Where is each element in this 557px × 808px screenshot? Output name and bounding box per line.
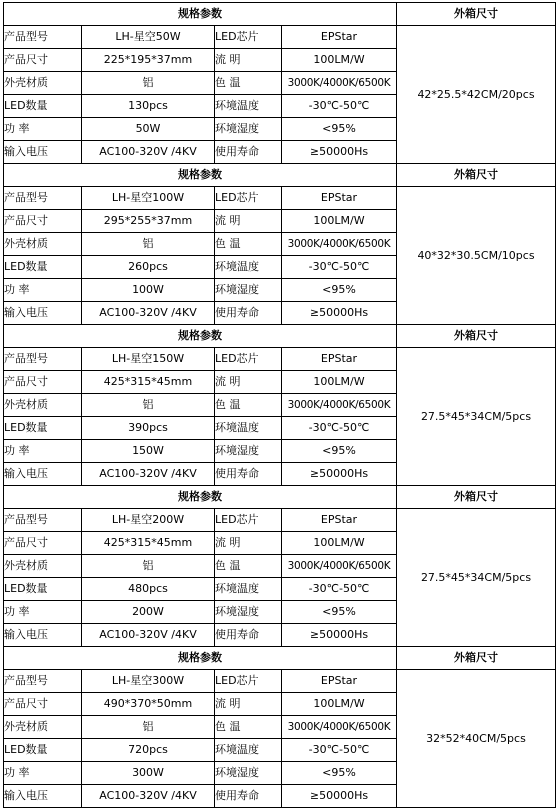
size-value: 490*370*50mm — [82, 693, 215, 716]
chip-label: LED芯片 — [215, 670, 282, 693]
lifespan-value: ≥50000Hs — [282, 463, 397, 486]
spec-sheet — [3, 2, 555, 808]
lifespan-label: 使用寿命 — [215, 785, 282, 808]
led-qty-label: LED数量 — [4, 95, 82, 118]
humidity-value: <95% — [282, 118, 397, 141]
chip-value: EPStar — [282, 348, 397, 371]
led-qty-value: 390pcs — [82, 417, 215, 440]
led-qty-label: LED数量 — [4, 578, 82, 601]
cct-label: 色 温 — [215, 233, 282, 256]
shell-label: 外壳材质 — [4, 716, 82, 739]
power-value: 300W — [82, 762, 215, 785]
flux-value: 100LM/W — [282, 532, 397, 555]
flux-value: 100LM/W — [282, 210, 397, 233]
power-label: 功 率 — [4, 762, 82, 785]
ambient-value: -30℃-50℃ — [282, 95, 397, 118]
power-label: 功 率 — [4, 118, 82, 141]
ambient-label: 环境温度 — [215, 95, 282, 118]
section-header-row — [4, 486, 556, 509]
box-header: 外箱尺寸 — [397, 3, 556, 26]
box-size-value: 42*25.5*42CM/20pcs — [397, 26, 556, 164]
model-value: LH-星空50W — [82, 26, 215, 49]
voltage-label: 输入电压 — [4, 141, 82, 164]
ambient-value: -30℃-50℃ — [282, 417, 397, 440]
humidity-label: 环境湿度 — [215, 440, 282, 463]
model-label: 产品型号 — [4, 187, 82, 210]
flux-value: 100LM/W — [282, 371, 397, 394]
led-qty-value: 720pcs — [82, 739, 215, 762]
lifespan-label: 使用寿命 — [215, 463, 282, 486]
ambient-value: -30℃-50℃ — [282, 256, 397, 279]
spec-table — [3, 2, 556, 808]
humidity-label: 环境湿度 — [215, 279, 282, 302]
ambient-value: -30℃-50℃ — [282, 739, 397, 762]
lifespan-value: ≥50000Hs — [282, 624, 397, 647]
led-qty-label: LED数量 — [4, 739, 82, 762]
model-label: 产品型号 — [4, 348, 82, 371]
cct-label: 色 温 — [215, 394, 282, 417]
section-header-row — [4, 647, 556, 670]
table-row — [4, 670, 556, 693]
shell-label: 外壳材质 — [4, 72, 82, 95]
flux-label: 流 明 — [215, 371, 282, 394]
size-label: 产品尺寸 — [4, 532, 82, 555]
size-value: 295*255*37mm — [82, 210, 215, 233]
flux-value: 100LM/W — [282, 693, 397, 716]
lifespan-value: ≥50000Hs — [282, 141, 397, 164]
voltage-label: 输入电压 — [4, 302, 82, 325]
flux-label: 流 明 — [215, 532, 282, 555]
shell-label: 外壳材质 — [4, 555, 82, 578]
cct-value: 3000K/4000K/6500K — [282, 233, 397, 256]
box-header: 外箱尺寸 — [397, 325, 556, 348]
size-label: 产品尺寸 — [4, 210, 82, 233]
table-row — [4, 187, 556, 210]
model-label: 产品型号 — [4, 26, 82, 49]
chip-value: EPStar — [282, 670, 397, 693]
chip-value: EPStar — [282, 26, 397, 49]
size-value: 225*195*37mm — [82, 49, 215, 72]
spec-header: 规格参数 — [4, 647, 397, 670]
shell-value: 铝 — [82, 394, 215, 417]
size-value: 425*315*45mm — [82, 532, 215, 555]
shell-value: 铝 — [82, 555, 215, 578]
section-header-row — [4, 3, 556, 26]
model-value: LH-星空200W — [82, 509, 215, 532]
cct-value: 3000K/4000K/6500K — [282, 716, 397, 739]
chip-label: LED芯片 — [215, 187, 282, 210]
box-header: 外箱尺寸 — [397, 486, 556, 509]
led-qty-value: 260pcs — [82, 256, 215, 279]
cct-value: 3000K/4000K/6500K — [282, 555, 397, 578]
ambient-label: 环境温度 — [215, 417, 282, 440]
ambient-label: 环境温度 — [215, 578, 282, 601]
ambient-label: 环境温度 — [215, 256, 282, 279]
power-value: 200W — [82, 601, 215, 624]
cct-label: 色 温 — [215, 72, 282, 95]
cct-label: 色 温 — [215, 555, 282, 578]
box-header: 外箱尺寸 — [397, 164, 556, 187]
size-value: 425*315*45mm — [82, 371, 215, 394]
lifespan-value: ≥50000Hs — [282, 302, 397, 325]
box-size-value: 27.5*45*34CM/5pcs — [397, 348, 556, 486]
lifespan-label: 使用寿命 — [215, 624, 282, 647]
shell-label: 外壳材质 — [4, 233, 82, 256]
chip-label: LED芯片 — [215, 26, 282, 49]
power-label: 功 率 — [4, 601, 82, 624]
shell-label: 外壳材质 — [4, 394, 82, 417]
voltage-value: AC100-320V /4KV — [82, 141, 215, 164]
section-header-row — [4, 164, 556, 187]
chip-label: LED芯片 — [215, 509, 282, 532]
led-qty-value: 130pcs — [82, 95, 215, 118]
chip-value: EPStar — [282, 509, 397, 532]
led-qty-label: LED数量 — [4, 256, 82, 279]
box-size-value: 27.5*45*34CM/5pcs — [397, 509, 556, 647]
shell-value: 铝 — [82, 233, 215, 256]
voltage-label: 输入电压 — [4, 624, 82, 647]
voltage-value: AC100-320V /4KV — [82, 785, 215, 808]
flux-label: 流 明 — [215, 693, 282, 716]
box-size-value: 32*52*40CM/5pcs — [397, 670, 556, 808]
model-label: 产品型号 — [4, 509, 82, 532]
flux-label: 流 明 — [215, 49, 282, 72]
humidity-value: <95% — [282, 762, 397, 785]
humidity-value: <95% — [282, 279, 397, 302]
power-value: 150W — [82, 440, 215, 463]
lifespan-label: 使用寿命 — [215, 302, 282, 325]
spec-header: 规格参数 — [4, 164, 397, 187]
voltage-label: 输入电压 — [4, 785, 82, 808]
table-row — [4, 509, 556, 532]
size-label: 产品尺寸 — [4, 49, 82, 72]
spec-header: 规格参数 — [4, 325, 397, 348]
chip-value: EPStar — [282, 187, 397, 210]
spec-header: 规格参数 — [4, 486, 397, 509]
humidity-label: 环境湿度 — [215, 762, 282, 785]
spec-header: 规格参数 — [4, 3, 397, 26]
ambient-label: 环境温度 — [215, 739, 282, 762]
ambient-value: -30℃-50℃ — [282, 578, 397, 601]
box-size-value: 40*32*30.5CM/10pcs — [397, 187, 556, 325]
model-value: LH-星空150W — [82, 348, 215, 371]
voltage-value: AC100-320V /4KV — [82, 624, 215, 647]
cct-label: 色 温 — [215, 716, 282, 739]
spec-table-body — [4, 3, 556, 808]
model-value: LH-星空100W — [82, 187, 215, 210]
shell-value: 铝 — [82, 716, 215, 739]
section-header-row — [4, 325, 556, 348]
led-qty-label: LED数量 — [4, 417, 82, 440]
voltage-label: 输入电压 — [4, 463, 82, 486]
humidity-value: <95% — [282, 440, 397, 463]
model-label: 产品型号 — [4, 670, 82, 693]
cct-value: 3000K/4000K/6500K — [282, 394, 397, 417]
chip-label: LED芯片 — [215, 348, 282, 371]
power-value: 100W — [82, 279, 215, 302]
model-value: LH-星空300W — [82, 670, 215, 693]
size-label: 产品尺寸 — [4, 693, 82, 716]
power-label: 功 率 — [4, 279, 82, 302]
flux-value: 100LM/W — [282, 49, 397, 72]
lifespan-label: 使用寿命 — [215, 141, 282, 164]
power-value: 50W — [82, 118, 215, 141]
box-header: 外箱尺寸 — [397, 647, 556, 670]
cct-value: 3000K/4000K/6500K — [282, 72, 397, 95]
size-label: 产品尺寸 — [4, 371, 82, 394]
lifespan-value: ≥50000Hs — [282, 785, 397, 808]
voltage-value: AC100-320V /4KV — [82, 302, 215, 325]
power-label: 功 率 — [4, 440, 82, 463]
humidity-label: 环境湿度 — [215, 118, 282, 141]
flux-label: 流 明 — [215, 210, 282, 233]
voltage-value: AC100-320V /4KV — [82, 463, 215, 486]
humidity-label: 环境湿度 — [215, 601, 282, 624]
table-row — [4, 26, 556, 49]
shell-value: 铝 — [82, 72, 215, 95]
led-qty-value: 480pcs — [82, 578, 215, 601]
humidity-value: <95% — [282, 601, 397, 624]
table-row — [4, 348, 556, 371]
